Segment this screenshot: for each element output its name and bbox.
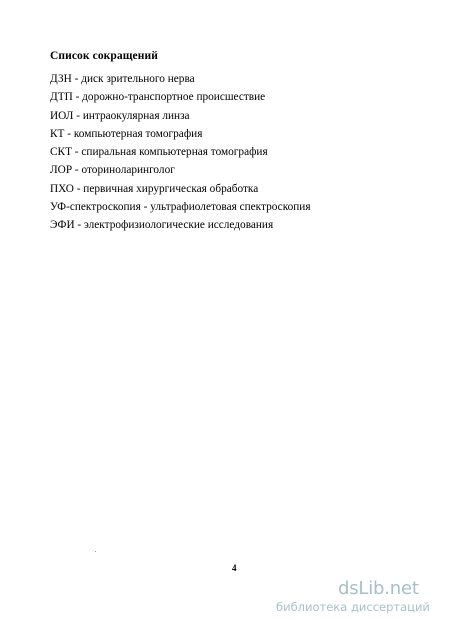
abbreviation-item: ПХО - первичная хирургическая обработка	[50, 182, 259, 195]
abbreviation-item: СКТ - спиральная компьютерная томография	[50, 146, 268, 159]
abbreviation-item: УФ-спектроскопия - ультрафиолетовая спектроскопия	[50, 201, 311, 214]
watermark-logo: dsLib.net	[338, 578, 419, 599]
abbreviation-item: ДТП - дорожно-транспортное происшествие	[50, 91, 266, 104]
abbreviation-list	[50, 72, 311, 237]
watermark	[276, 578, 442, 616]
abbreviation-item: ЭФИ - электрофизиологические исследования	[50, 219, 274, 232]
abbreviation-item: ИОЛ - интраокулярная линза	[50, 109, 190, 122]
watermark-tagline: библиотека диссертаций	[276, 600, 430, 614]
page-heading: Список сокращений	[50, 50, 158, 62]
abbreviation-item: ЛОР - оториноларинголог	[50, 164, 175, 177]
scan-speck	[95, 551, 96, 552]
abbreviation-item: КТ - компьютерная томография	[50, 127, 203, 140]
abbreviation-item: ДЗН - диск зрительного нерва	[50, 73, 195, 85]
page-number: 4	[232, 563, 237, 573]
